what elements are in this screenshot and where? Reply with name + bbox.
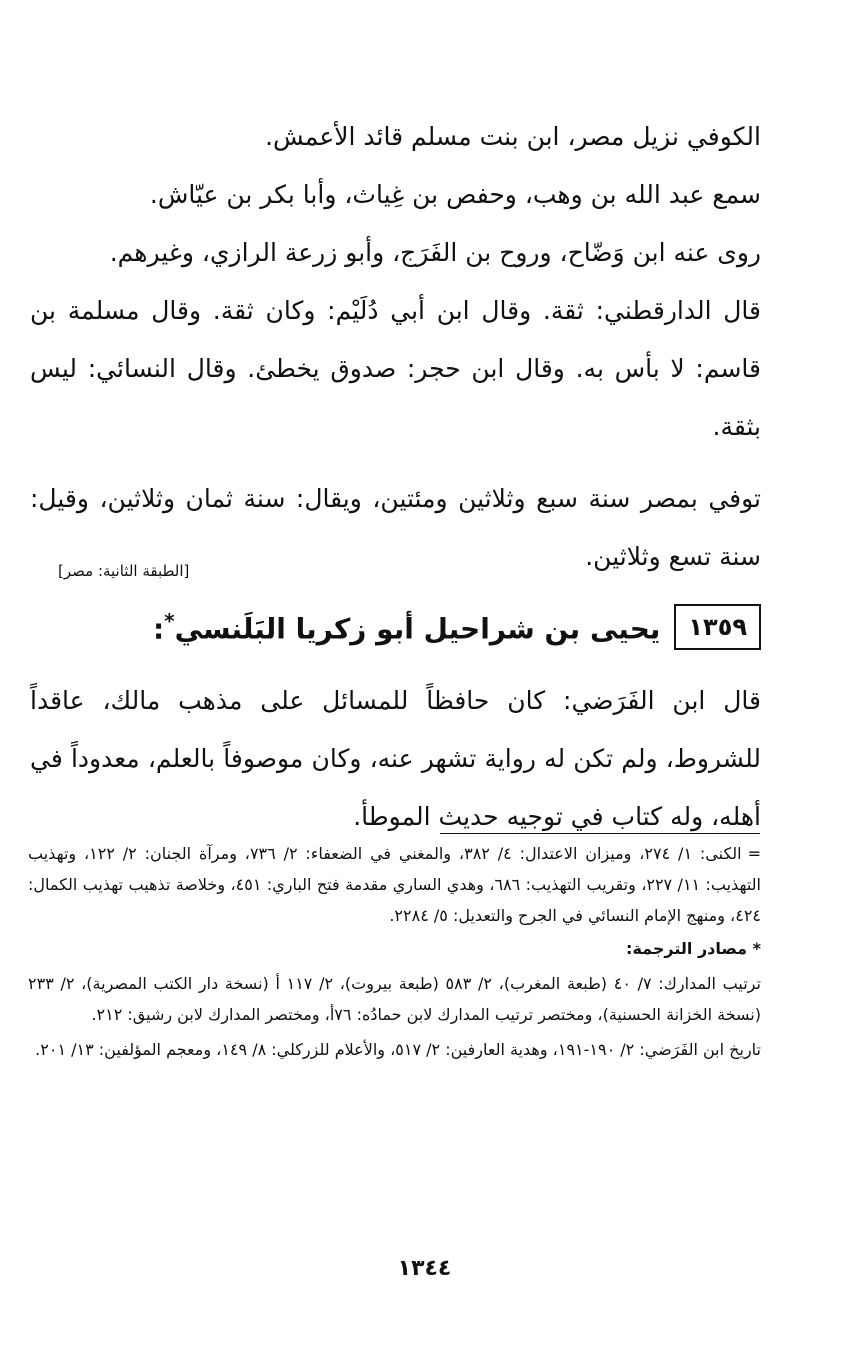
entry-title [153,609,660,645]
footnotes [28,838,761,1065]
entry-title-text: يحيى بن شراحيل أبو زكريا البَلَنسي [174,612,661,646]
page-number: ١٣٤٤ [397,1256,452,1281]
section-tag: [الطبقة الثانية: مصر] [58,562,190,580]
entry-footnote-mark: * [164,608,175,633]
main-text [30,108,761,586]
footnote-divider [440,833,760,834]
continuation-mark: = [747,844,762,863]
source-line-1: ترتيب المدارك: ٧/ ٤٠ (طبعة المغرب)، ٢/ ٥٨٣ (طبعة بيروت)، ٢/ ١١٧ أ (نسخة دار الكتب المصرية)، ٢/ ٢٣٣ (نسخة الخزانة الحسنية)، ومختصر ترتيب المدارك لابن حمادُه: ٧٦أ، ومختصر المدارك لابن رشيق: ٢١٢. [28,974,761,1024]
entry-title-colon: : [152,612,165,646]
main-line-2: سمع عبد الله بن وهب، وحفص بن غِياث، وأبا بكر بن عيّاش. [149,180,761,209]
main-paragraph-death: توفي بمصر سنة سبع وثلاثين ومئتين، ويقال: سنة ثمان وثلاثين، وقيل: سنة تسع وثلاثين. [30,484,761,571]
main-paragraph-grading: قال الدارقطني: ثقة. وقال ابن أبي دُلَيْم: وكان ثقة. وقال مسلمة بن قاسم: لا بأس به. وقال ابن حجر: صدوق يخطئ. وقال النسائي: ليس بثقة. [30,296,761,441]
entry-body [30,672,761,846]
main-line-1: الكوفي نزيل مصر، ابن بنت مسلم قائد الأعمش. [265,122,761,151]
source-line-2: تاريخ ابن الفَرَضي: ٢/ ١٩٠-١٩١، وهدية العارفين: ٢/ ٥١٧، والأعلام للزركلي: ٨/ ١٤٩، ومعجم المؤلفين: ١٣/ ٢٠١. [35,1040,761,1059]
footnote-continued-text: الكنى: ١/ ٢٧٤، وميزان الاعتدال: ٤/ ٣٨٢، والمغني في الضعفاء: ٢/ ٧٣٦، ومرآة الجنان: ٢/ ١٢٢، وتهذيب التهذيب: ١١/ ٢٢٧، وتقريب التهذيب: ٦٨٦، وهدي الساري مقدمة فتح الباري: ٤٥١، وخلاصة تذهيب تهذيب الكمال: ٤٢٤، ومنهج الإمام النسائي في الجرح والتعديل: ٥/ ٢٢٨٤. [28,844,762,925]
entry-body-text: قال ابن الفَرَضي: كان حافظاً للمسائل على مذهب مالك، عاقداً للشروط، ولم تكن له رواية تشهر عنه، وكان موصوفاً بالعلم، معدوداً في أهله، وله كتاب في توجيه حديث الموطأ. [30,686,761,831]
entry-number: ١٣٥٩ [674,604,761,650]
sources-heading: * مصادر الترجمة: [626,939,761,958]
main-line-3: روى عنه ابن وَضّاح، وروح بن الفَرَج، وأبو زرعة الرازي، وغيرهم. [109,238,761,267]
entry-header [30,604,761,650]
footnote-continued [28,838,761,931]
